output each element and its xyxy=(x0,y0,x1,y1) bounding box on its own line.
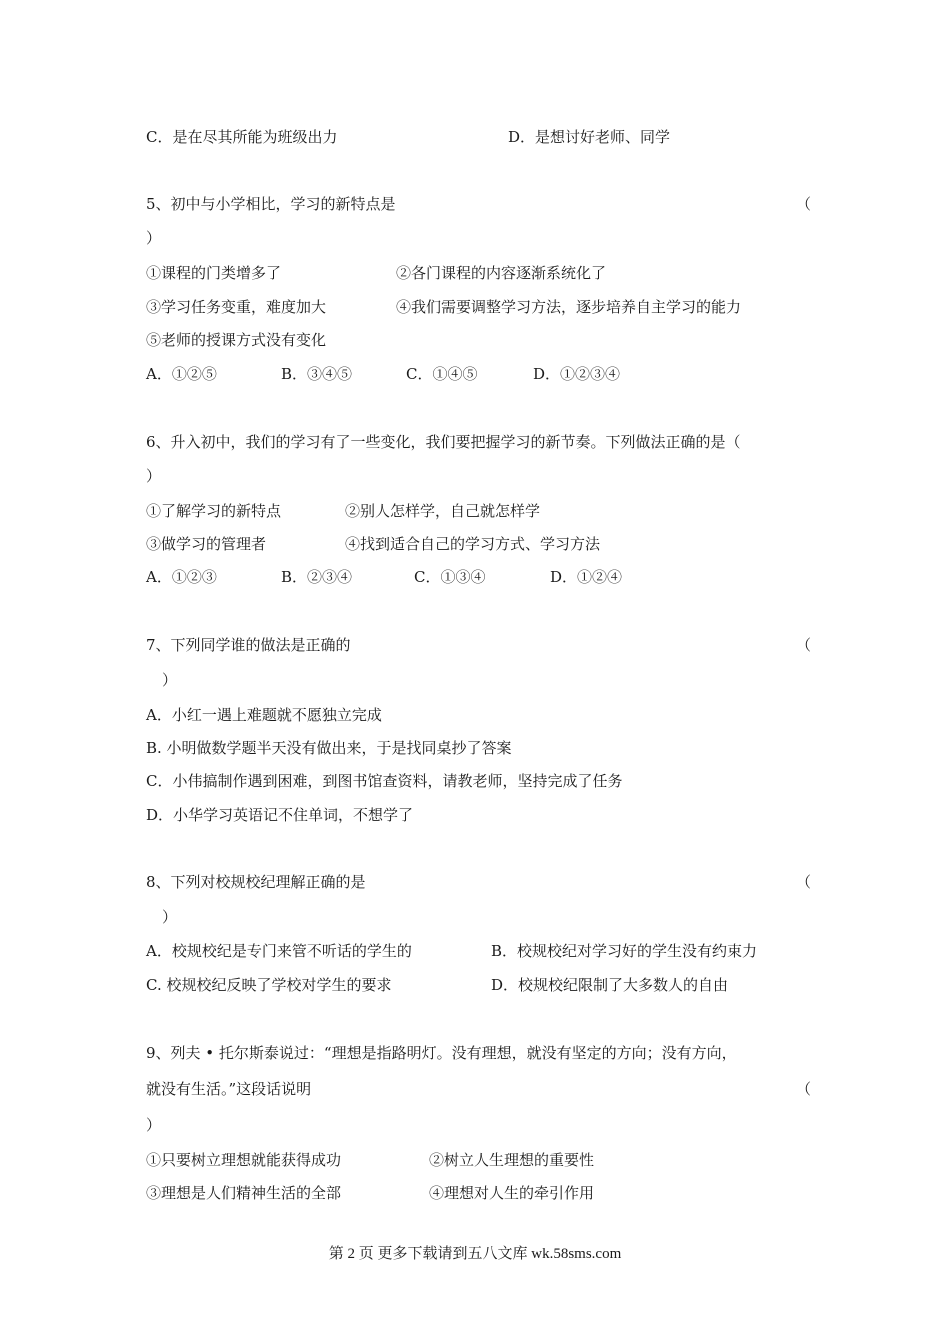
q7-paren-open: （ xyxy=(796,636,812,654)
q9-stem-line-2: 就没有生活。”这段话说明 xyxy=(146,1080,312,1098)
q5-stem: 5、初中与小学相比，学习的新特点是 xyxy=(146,195,396,213)
q7-option-d: D．小华学习英语记不住单词，不想学了 xyxy=(146,806,414,824)
page-footer: 第 2 页 更多下载请到五八文库 wk.58sms.com xyxy=(328,1246,622,1262)
q9-paren-open: （ xyxy=(796,1080,812,1098)
q8-stem: 8、下列对校规校纪理解正确的是 xyxy=(146,873,366,891)
q5-option-a: A．①②⑤ xyxy=(146,365,217,383)
q6-option-b: B．②③④ xyxy=(281,568,353,586)
q9-item-1: ①只要树立理想就能获得成功 xyxy=(146,1151,342,1169)
q9-paren-close: ） xyxy=(146,1116,162,1134)
q6-item-3: ③做学习的管理者 xyxy=(146,535,267,553)
q5-option-d: D．①②③④ xyxy=(533,365,621,383)
q8-option-b: B．校规校纪对学习好的学生没有约束力 xyxy=(491,942,758,960)
q6-item-1: ①了解学习的新特点 xyxy=(146,502,282,520)
q7-option-b: B. 小明做数学题半天没有做出来，于是找同桌抄了答案 xyxy=(146,739,512,757)
q9-item-3: ③理想是人们精神生活的全部 xyxy=(146,1184,342,1202)
q5-item-3: ③学习任务变重，难度加大 xyxy=(146,298,327,316)
q7-option-c: C．小伟搞制作遇到困难，到图书馆查资料，请教老师，坚持完成了任务 xyxy=(146,772,623,790)
q8-option-a: A．校规校纪是专门来管不听话的学生的 xyxy=(146,942,412,960)
q9-item-2: ②树立人生理想的重要性 xyxy=(429,1151,595,1169)
q6-option-d: D．①②④ xyxy=(550,568,623,586)
q6-item-4: ④找到适合自己的学习方式、学习方法 xyxy=(345,535,601,553)
q9-item-4: ④理想对人生的牵引作用 xyxy=(429,1184,595,1202)
q6-option-c: C．①③④ xyxy=(414,568,486,586)
q5-paren-close: ） xyxy=(146,229,162,247)
q5-item-1: ①课程的门类增多了 xyxy=(146,264,282,282)
q7-paren-close: ） xyxy=(162,671,178,689)
q5-option-b: B．③④⑤ xyxy=(281,365,353,383)
q7-stem: 7、下列同学谁的做法是正确的 xyxy=(146,636,351,654)
q4-option-d: D．是想讨好老师、同学 xyxy=(508,128,671,146)
q8-paren-close: ） xyxy=(162,908,178,926)
q7-option-a: A．小红一遇上难题就不愿独立完成 xyxy=(146,706,382,724)
q8-option-d: D．校规校纪限制了大多数人的自由 xyxy=(491,976,729,994)
q5-item-4: ④我们需要调整学习方法，逐步培养自主学习的能力 xyxy=(396,298,742,316)
q5-option-c: C．①④⑤ xyxy=(406,365,478,383)
q8-option-c: C. 校规校纪反映了学校对学生的要求 xyxy=(146,976,392,994)
q6-paren-close: ） xyxy=(146,467,162,485)
q5-item-5: ⑤老师的授课方式没有变化 xyxy=(146,331,327,349)
q6-item-2: ②别人怎样学，自己就怎样学 xyxy=(345,502,541,520)
q6-option-a: A．①②③ xyxy=(146,568,217,586)
q6-stem: 6、升入初中，我们的学习有了一些变化，我们要把握学习的新节奏。下列做法正确的是（ xyxy=(146,433,741,451)
q9-stem-line-1: 9、列夫 • 托尔斯泰说过：“理想是指路明灯。没有理想，就没有坚定的方向；没有方向， xyxy=(146,1044,737,1062)
q8-paren-open: （ xyxy=(796,873,812,891)
q5-paren-open: （ xyxy=(796,195,812,213)
q4-option-c: C．是在尽其所能为班级出力 xyxy=(146,128,338,146)
q5-item-2: ②各门课程的内容逐渐系统化了 xyxy=(396,264,607,282)
